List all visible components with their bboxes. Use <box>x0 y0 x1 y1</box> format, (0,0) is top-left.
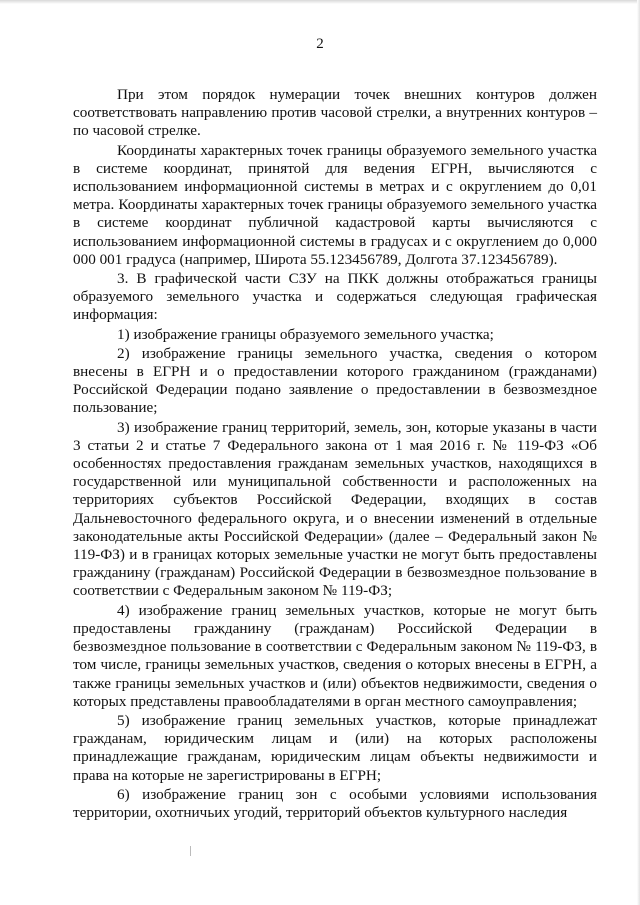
list-item-5: 5) изображение границ земельных участков, которые принадлежат гражданам, юридическим лицам и (или) на которых расположены принадлежащие гражданам, юридическим лицам объекты недвижимости и права на которые не зарегистрированы в ЕГРН; <box>73 711 597 784</box>
list-item-2: 2) изображение границы земельного участка, сведения о котором внесены в ЕГРН и о предоставлении которого гражданином (гражданами) Российской Федерации подано заявление о предоставлении в безвозмездное пользование; <box>73 344 597 417</box>
paragraph-contour-order: При этом порядок нумерации точек внешних контуров должен соответствовать направлению против часовой стрелки, а внутренних контуров – по часовой стрелке. <box>73 86 597 140</box>
document-body <box>73 86 597 823</box>
paragraph-coordinates: Координаты характерных точек границы образуемого земельного участка в системе координат, принятой для ведения ЕГРН, вычисляются с использованием информационной системы в метрах и с округлением до 0,01 метра. Координаты характерных точек границы образуемого земельного участка в системе координат публичной кадастровой карты вычисляются с использованием информационной системы в градусах и с округлением до 0,000 000 001 градуса (например, Широта 55.123456789, Долгота 37.123456789). <box>73 141 597 268</box>
list-item-4: 4) изображение границ земельных участков, которые не могут быть предоставлены гражданину (гражданам) Российской Федерации в безвозмездное пользование в соответствии с Федеральным законом № 119-ФЗ, в том числе, границы земельных участков, сведения о которых внесены в ЕГРН, а также границы земельных участков и (или) объектов недвижимости, сведения о которых представлены правообладателями в орган местного самоуправления; <box>73 601 597 710</box>
page-number: 2 <box>316 36 324 52</box>
paragraph-graphic-part: 3. В графической части СЗУ на ПКК должны отображаться границы образуемого земельного участка и содержаться следующая графическая информация: <box>73 270 597 324</box>
list-item-3: 3) изображение границ территорий, земель, зон, которые указаны в части 3 статьи 2 и статье 7 Федерального закона от 1 мая 2016 г. № 119-ФЗ «Об особенностях предоставления гражданам земельных участков, находящихся в государственной или муниципальной собственности и расположенных на территориях субъектов Российской Федерации, входящих в состав Дальневосточного федерального округа, и о внесении изменений в отдельные законодательные акты Российской Федерации» (далее – Федеральный закон № 119-ФЗ) и в границах которых земельные участки не могут быть предоставлены гражданину (гражданам) Российской Федерации в безвозмездное пользование в соответствии с Федеральным законом № 119-ФЗ; <box>73 418 597 600</box>
scan-edge-top <box>0 0 640 4</box>
scan-mark <box>190 846 191 856</box>
list-item-6: 6) изображение границ зон с особыми условиями использования территории, охотничьих угодий, территорий объектов культурного наследия <box>73 785 597 821</box>
list-item-1: 1) изображение границы образуемого земельного участка; <box>117 325 494 343</box>
